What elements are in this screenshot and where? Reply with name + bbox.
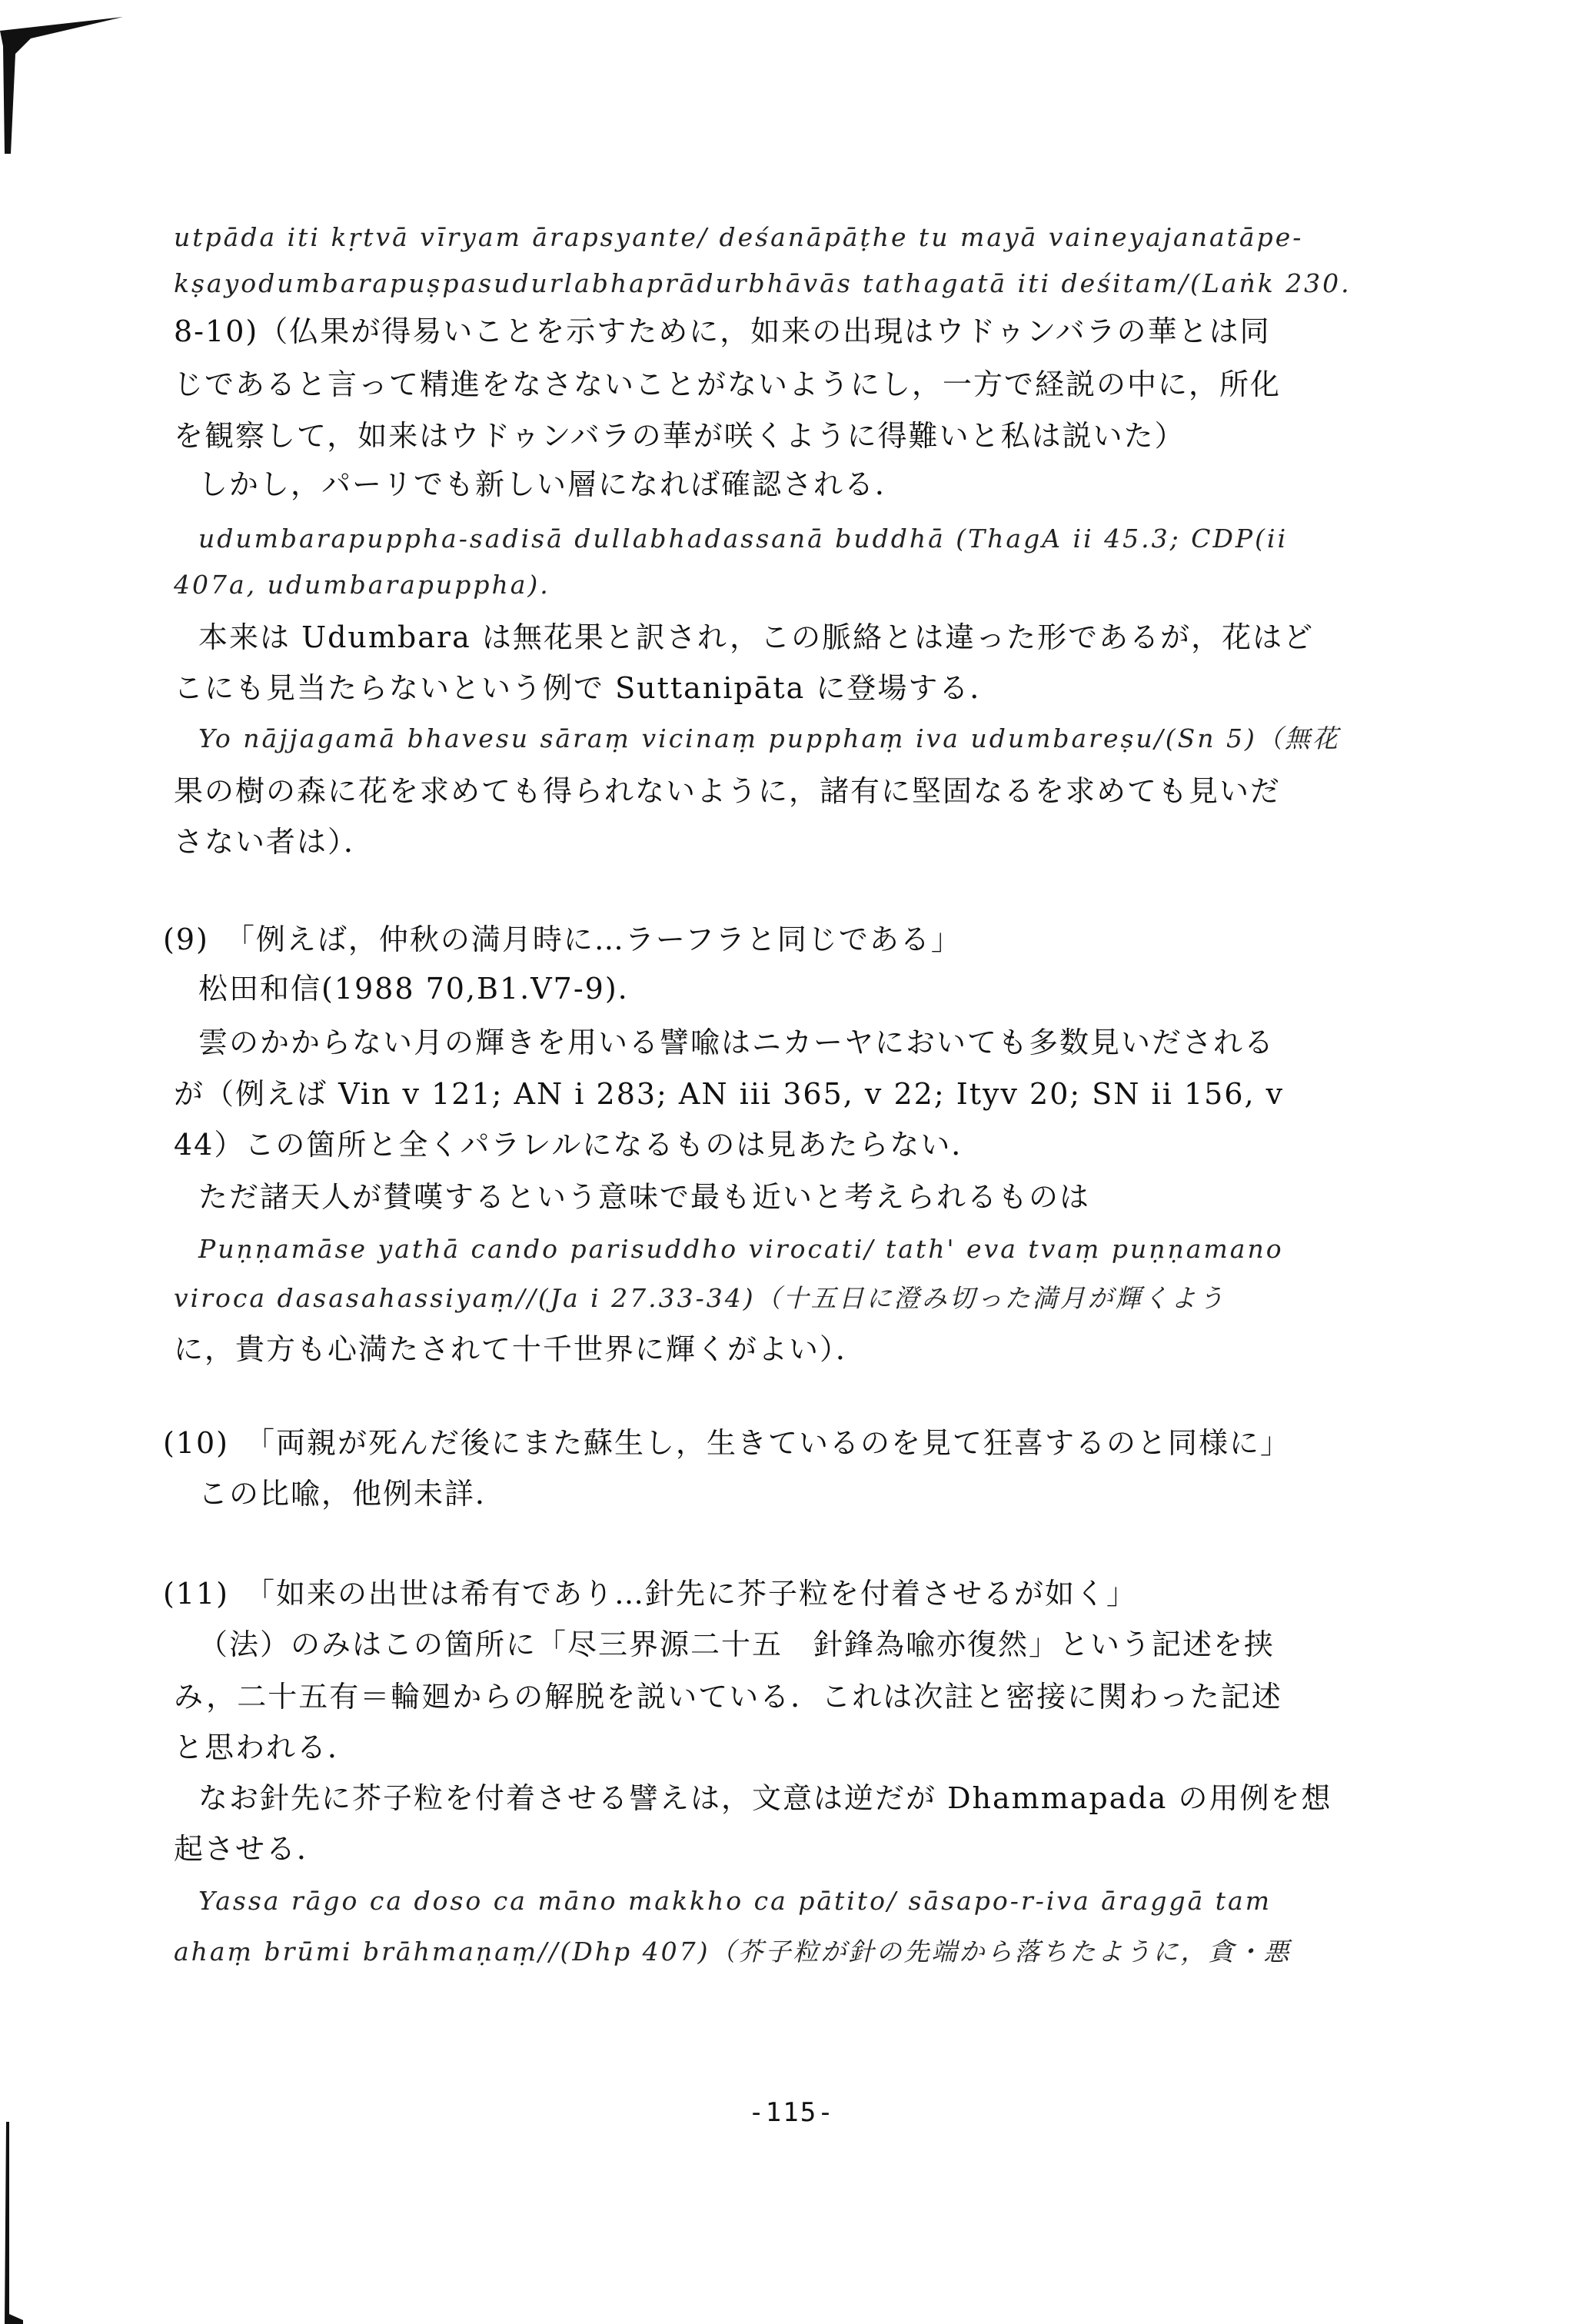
text-line: に，貴方も心満たされて十千世界に輝くがよい）． [174, 1332, 867, 1366]
text-line: み，二十五有＝輪廻からの解脱を説いている．これは次註と密接に関わった記述 [174, 1680, 1282, 1714]
text-line: が（例えば Vin v 121; AN i 283; AN iii 365, v 22; Ityv 20; SN ii 156, v [174, 1077, 1285, 1111]
text-line: 雲のかからない月の輝きを用いる譬喩はニカーヤにおいても多数見いだされる [198, 1026, 1275, 1059]
note-heading-10: (10) 「両親が死んだ後にまた蘇生し，生きているのを見て狂喜するのと同様に」 [163, 1426, 1292, 1460]
text-line: この比喩，他例未詳． [198, 1477, 507, 1511]
text-line: じであると言って精進をなさないことがないようにし，一方で経説の中に，所化 [174, 367, 1282, 401]
note-heading-11: (11) 「如来の出世は希有であり…針先に芥子粒を付着させるが如く」 [163, 1577, 1138, 1611]
text-line: udumbarapuppha-sadisā dullabhadassanā buddhā (ThagA ii 45.3; CDP(ii [198, 524, 1289, 554]
text-line: 果の樹の森に花を求めても得られないように，諸有に堅固なるを求めても見いだ [174, 774, 1282, 808]
text-line: ahaṃ brūmi brāhmaṇaṃ//(Dhp 407)（芥子粒が針の先端から落ちたように，貪・悪 [174, 1937, 1292, 1967]
page-number: -115- [748, 2097, 835, 2128]
text-line: しかし，パーリでも新しい層になれば確認される． [198, 467, 906, 501]
text-line: 本来は Udumbara は無花果と訳され，この脈絡とは違った形であるが，花はど [198, 620, 1315, 654]
text-line: Puṇṇamāse yathā cando parisuddho virocati/ tath' eva tvaṃ puṇṇamano [198, 1234, 1284, 1264]
text-line: 起させる． [174, 1832, 328, 1866]
text-line: なお針先に芥子粒を付着させる譬えは，文意は逆だが Dhammapada の用例を想 [198, 1781, 1332, 1815]
text-line: Yassa rāgo ca doso ca māno makkho ca pātito/ sāsapo-r-iva āraggā tam [198, 1886, 1272, 1916]
text-line: utpāda iti kṛtvā vīryam ārapsyante/ deśanāpāṭhe tu mayā vaineyajanatāpe- [174, 222, 1304, 252]
text-line: 44）この箇所と全くパラレルになるものは見あたらない． [174, 1128, 983, 1162]
text-line: kṣayodumbarapuṣpasudurlabhaprādurbhāvās tathagatā iti deśitam/(Laṅk 230. [174, 268, 1352, 298]
text-line: （法）のみはこの箇所に「尽三界源二十五 針鋒為喩亦復然」という記述を挟 [198, 1627, 1275, 1661]
text-line: 8-10)（仏果が得易いことを示すために，如来の出現はウドゥンバラの華とは同 [174, 314, 1271, 348]
text-line: さない者は）． [174, 825, 375, 859]
text-line: Yo nājjagamā bhavesu sāraṃ vicinaṃ pupphaṃ iva udumbareṣu/(Sn 5)（無花 [198, 723, 1340, 753]
text-line: と思われる． [174, 1731, 359, 1764]
text-line: 松田和信(1988 70,B1.V7-9). [198, 972, 629, 1006]
text-line: viroca dasasahassiyaṃ//(Ja i 27.33-34)（十五日に澄み切った満月が輝くよう [174, 1283, 1226, 1313]
text-line: こにも見当たらないという例で Suttanipāta に登場する． [174, 671, 1001, 705]
text-line: ただ諸天人が賛嘆するという意味で最も近いと考えられるものは [198, 1180, 1091, 1214]
note-heading-9: (9) 「例えば，仲秋の満月時に…ラーフラと同じである」 [163, 923, 962, 956]
text-line: を観察して，如来はウドゥンバラの華が咲くように得難いと私は説いた） [174, 419, 1186, 453]
text-line: 407a, udumbarapuppha). [174, 570, 550, 600]
